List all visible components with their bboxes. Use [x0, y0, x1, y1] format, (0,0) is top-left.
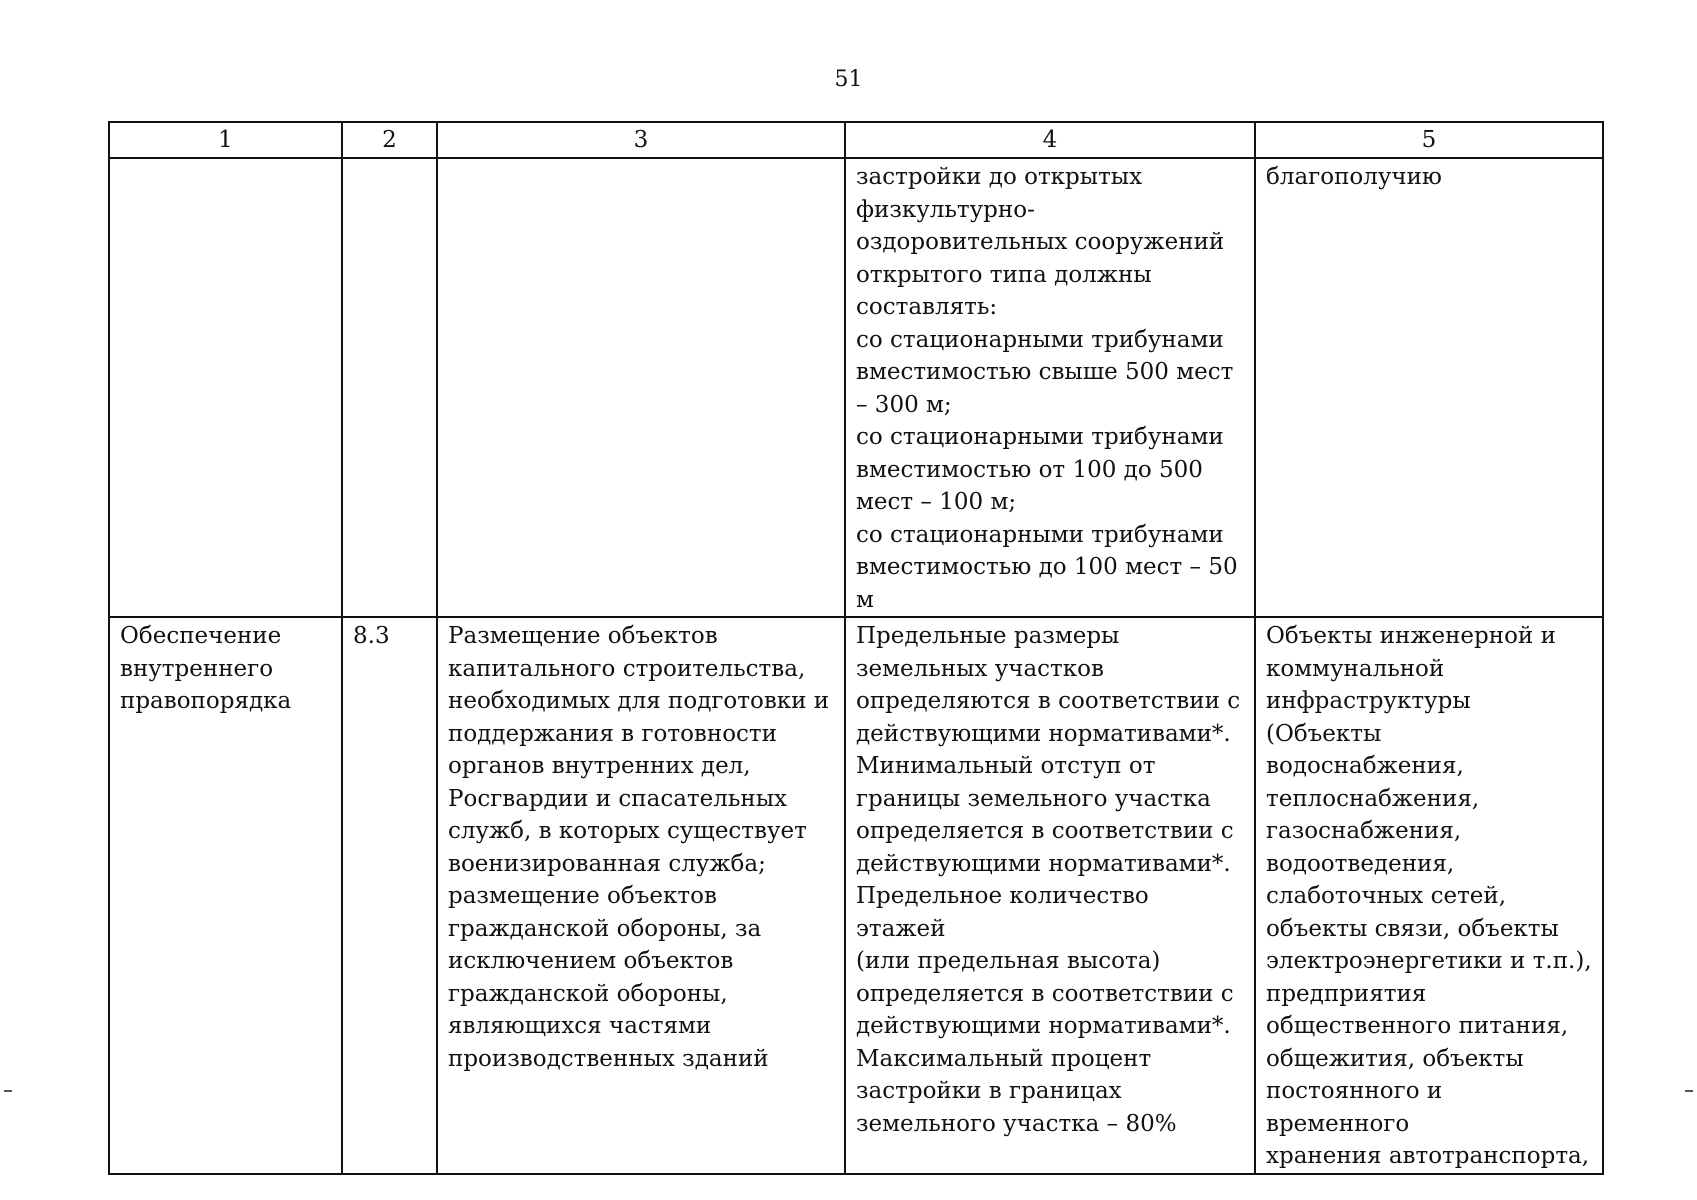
table-cell: благополучию [1255, 158, 1603, 617]
column-header-1: 1 [109, 122, 342, 158]
table-cell [109, 158, 342, 617]
table-row [109, 617, 1603, 1174]
table-header-row [109, 122, 1603, 158]
scan-edge-mark-right [1685, 1090, 1693, 1092]
table-row [109, 158, 1603, 617]
table-cell: Обеспечение внутреннего правопорядка [109, 617, 342, 1174]
table-cell [342, 158, 437, 617]
table-cell: Предельные размеры земельных участков определяются в соответствии с действующими нормативами*. Минимальный отступ от границы земельного участка определяется в соответствии с действующими нормативами*. Предельное количество этажей (или предельная высота) определяется в соответствии с действующими нормативами*. Максимальный процент застройки в границах земельного участка – 80% [845, 617, 1255, 1174]
regulations-table [108, 121, 1604, 1175]
table-cell [437, 158, 845, 617]
column-header-3: 3 [437, 122, 845, 158]
column-header-4: 4 [845, 122, 1255, 158]
column-header-2: 2 [342, 122, 437, 158]
table-cell: Размещение объектов капитального строительства, необходимых для подготовки и поддержания в готовности органов внутренних дел, Росгвардии и спасательных служб, в которых существует военизированная служба; размещение объектов гражданской обороны, за исключением объектов гражданской обороны, являющихся частями производственных зданий [437, 617, 845, 1174]
page-number: 51 [834, 67, 863, 92]
table-cell: застройки до открытых физкультурно- оздоровительных сооружений открытого типа должны составлять: со стационарными трибунами вместимостью свыше 500 мест – 300 м; со стационарными трибунами вместимостью от 100 до 500 мест – 100 м; со стационарными трибунами вместимостью до 100 мест – 50 м [845, 158, 1255, 617]
column-header-5: 5 [1255, 122, 1603, 158]
table-cell: 8.3 [342, 617, 437, 1174]
scan-edge-mark-left [4, 1090, 12, 1092]
table-cell: Объекты инженерной и коммунальной инфраструктуры (Объекты водоснабжения, теплоснабжения, газоснабжения, водоотведения, слаботочных сетей, объекты связи, объекты электроэнергетики и т.п.), предприятия общественного питания, общежития, объекты постоянного и временного хранения автотранспорта, [1255, 617, 1603, 1174]
